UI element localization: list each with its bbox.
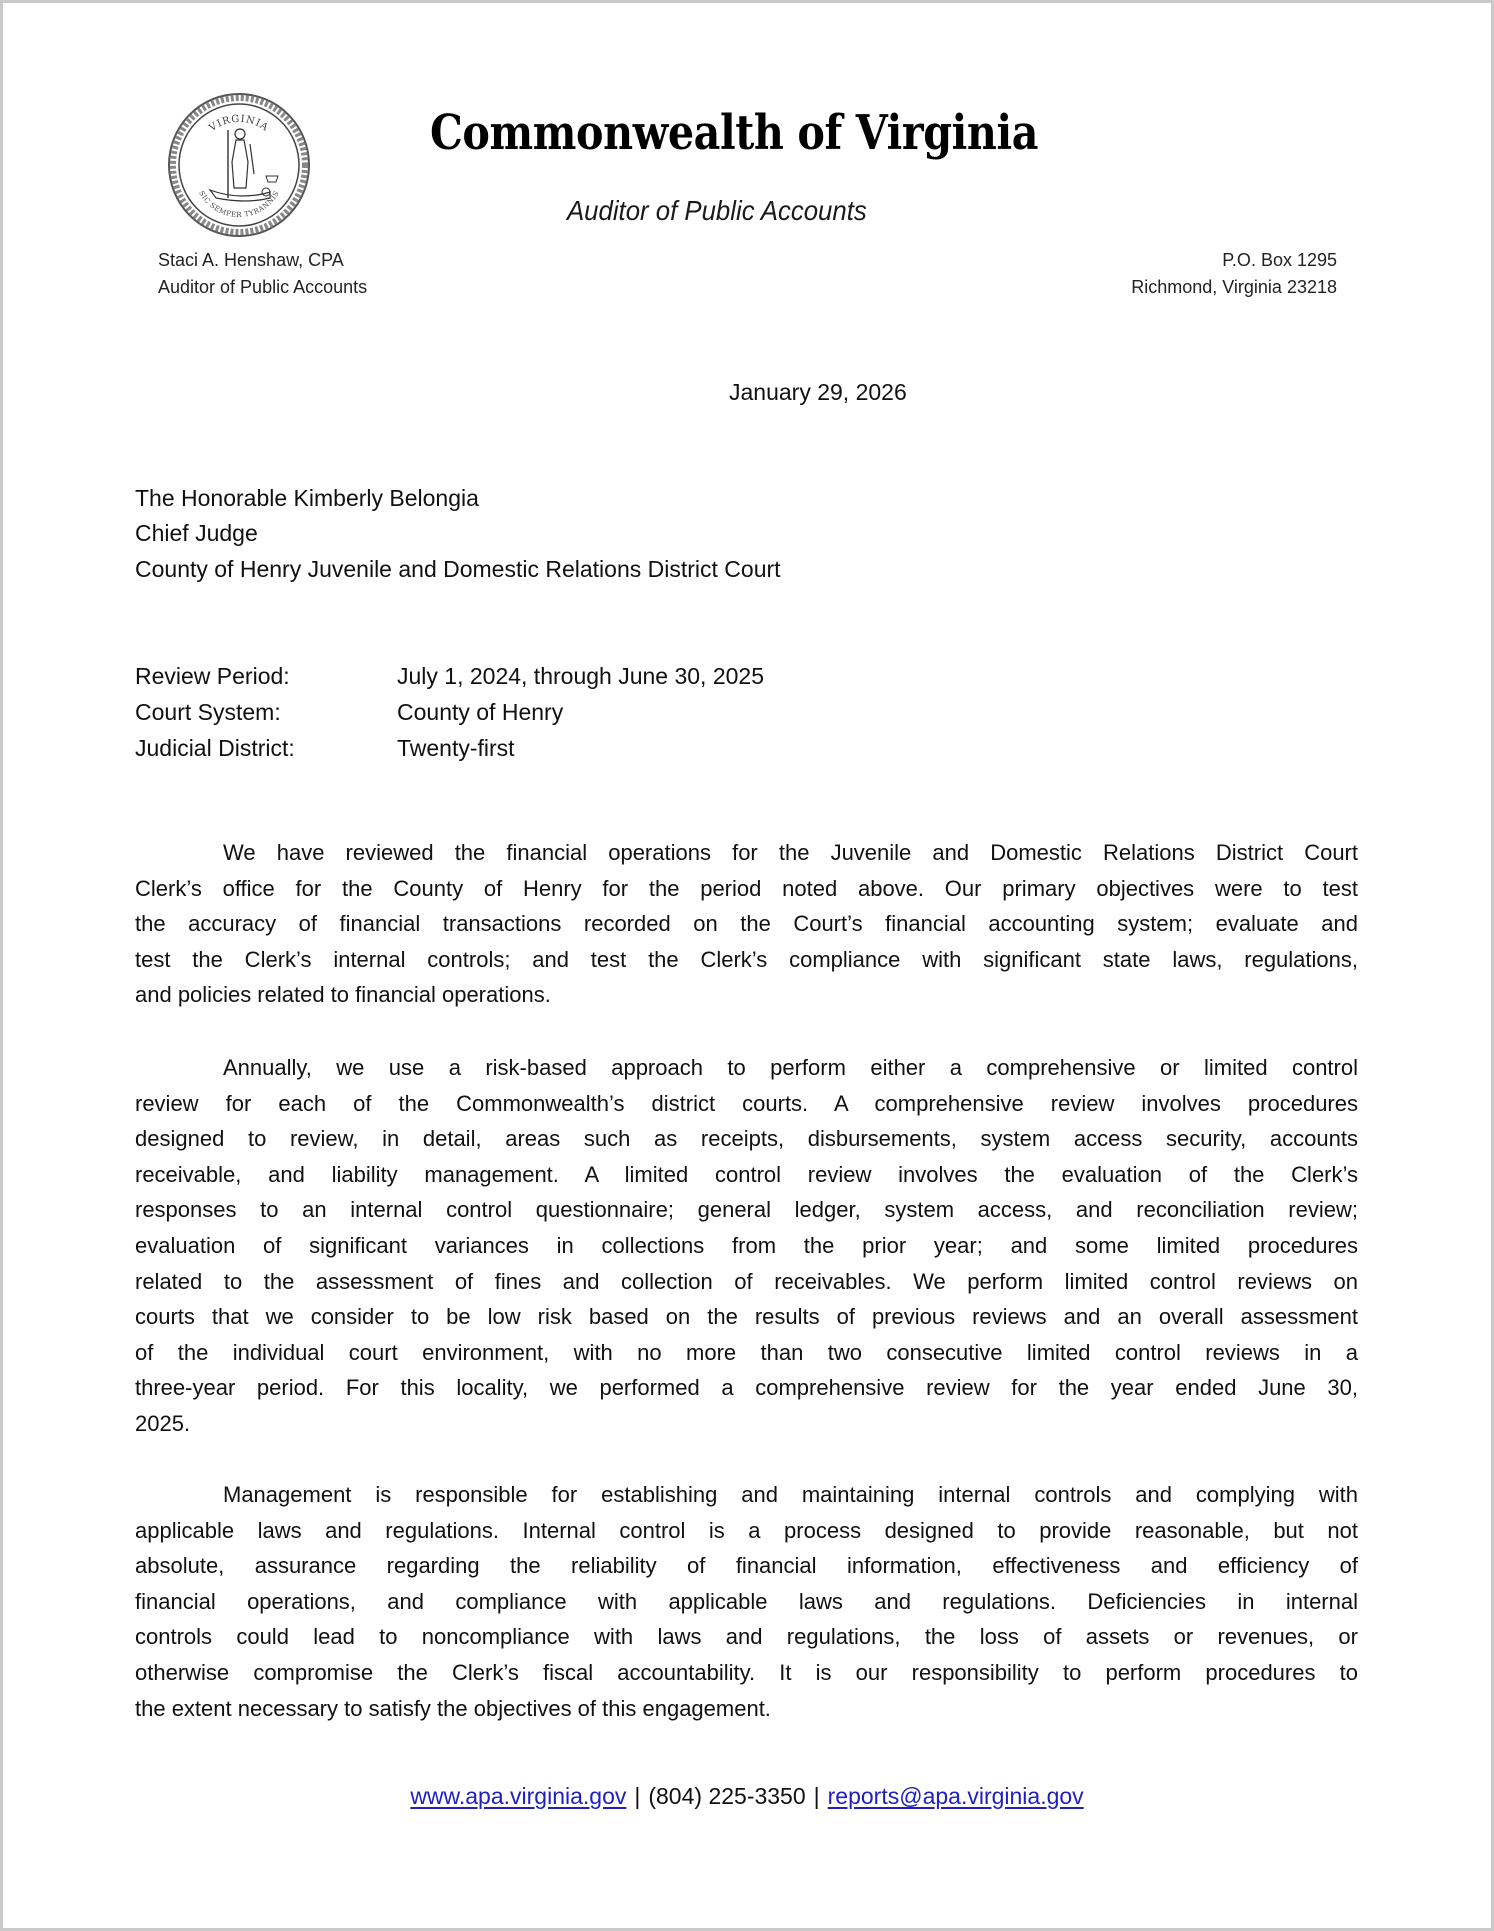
footer-separator: | [813,1783,820,1809]
review-period-label: Review Period: [135,663,290,689]
court-system-value: County of Henry [397,699,564,725]
letterhead-subtitle: Auditor of Public Accounts [567,195,867,226]
auditor-name: Staci A. Henshaw, CPA [158,250,344,270]
paragraph-management-responsibility [135,1477,1358,1726]
paragraph-line: receivable, and liability management. A limited control review involves the evaluation of the Clerk’s [135,1161,1358,1187]
recipient-court: County of Henry Juvenile and Domestic Relations District Court [135,556,781,582]
paragraph-line: absolute, assurance regarding the reliability of financial information, effectiveness and efficiency of [135,1553,1358,1579]
address-city-state-zip: Richmond, Virginia 23218 [1131,277,1337,297]
paragraph-line: otherwise compromise the Clerk’s fiscal accountability. It is our responsibility to perform procedures to [135,1659,1358,1685]
paragraph-line: responses to an internal control questionnaire; general ledger, system access, and reconciliation review; [135,1197,1358,1223]
judicial-district-value: Twenty-first [397,735,515,761]
paragraph-line: Clerk’s office for the County of Henry for the period noted above. Our primary objectives were to test [135,875,1358,901]
paragraph-line: 2025. [135,1410,191,1436]
letterhead-title: Commonwealth of Virginia [430,105,1039,161]
paragraph-line: We have reviewed the financial operations for the Juvenile and Domestic Relations District Court [223,840,1358,865]
paragraph-line: and policies related to financial operations. [135,982,551,1008]
paragraph-line: test the Clerk’s internal controls; and test the Clerk’s compliance with significant state laws, regulations, [135,946,1358,972]
phone-number: (804) 225-3350 [648,1783,806,1809]
auditor-position: Auditor of Public Accounts [158,277,368,297]
email-link[interactable]: reports@apa.virginia.gov [827,1783,1084,1809]
footer-separator: | [634,1783,641,1809]
judicial-district-label: Judicial District: [135,735,295,761]
court-system-label: Court System: [135,699,281,725]
virginia-state-seal-icon [166,92,312,238]
paragraph-line: related to the assessment of fines and collection of receivables. We perform limited control reviews on [135,1268,1358,1294]
letter-footer [0,1781,1494,1811]
svg-text:SIC SEMPER TYRANNIS: SIC SEMPER TYRANNIS [197,189,281,220]
paragraph-line: evaluation of significant variances in collections from the prior year; and some limited procedures [135,1232,1358,1258]
paragraph-line: review for each of the Commonwealth’s district courts. A comprehensive review involves procedures [135,1090,1358,1116]
paragraph-line: designed to review, in detail, areas such as receipts, disbursements, system access security, accounts [135,1126,1358,1152]
address-po-box: P.O. Box 1295 [1222,250,1337,270]
paragraph-line: Management is responsible for establishing and maintaining internal controls and complying with [223,1482,1358,1507]
review-period-value: July 1, 2024, through June 30, 2025 [397,663,765,689]
letter-date: January 29, 2026 [729,379,907,405]
paragraph-line: applicable laws and regulations. Internal control is a process designed to provide reasonable, but not [135,1517,1358,1543]
paragraph-line: the accuracy of financial transactions recorded on the Court’s financial accounting system; evaluate and [135,911,1358,937]
paragraph-line: of the individual court environment, with no more than two consecutive limited control reviews in a [135,1339,1358,1365]
paragraph-line: controls could lead to noncompliance with laws and regulations, the loss of assets or revenues, or [135,1624,1358,1650]
paragraph-line: financial operations, and compliance with applicable laws and regulations. Deficiencies in internal [135,1588,1358,1614]
paragraph-line: courts that we consider to be low risk based on the results of previous reviews and an overall assessment [135,1304,1358,1330]
recipient-title: Chief Judge [135,520,258,546]
paragraph-review-approach [135,1050,1358,1442]
paragraph-objectives [135,835,1358,1013]
recipient-name: The Honorable Kimberly Belongia [135,485,479,511]
paragraph-line: Annually, we use a risk-based approach to perform either a comprehensive or limited control [223,1055,1358,1080]
website-link[interactable]: www.apa.virginia.gov [410,1783,627,1809]
paragraph-line: the extent necessary to satisfy the objectives of this engagement. [135,1695,771,1721]
paragraph-line: three-year period. For this locality, we performed a comprehensive review for the year ended June 30, [135,1375,1358,1401]
svg-text:VIRGINIA: VIRGINIA [207,113,271,134]
